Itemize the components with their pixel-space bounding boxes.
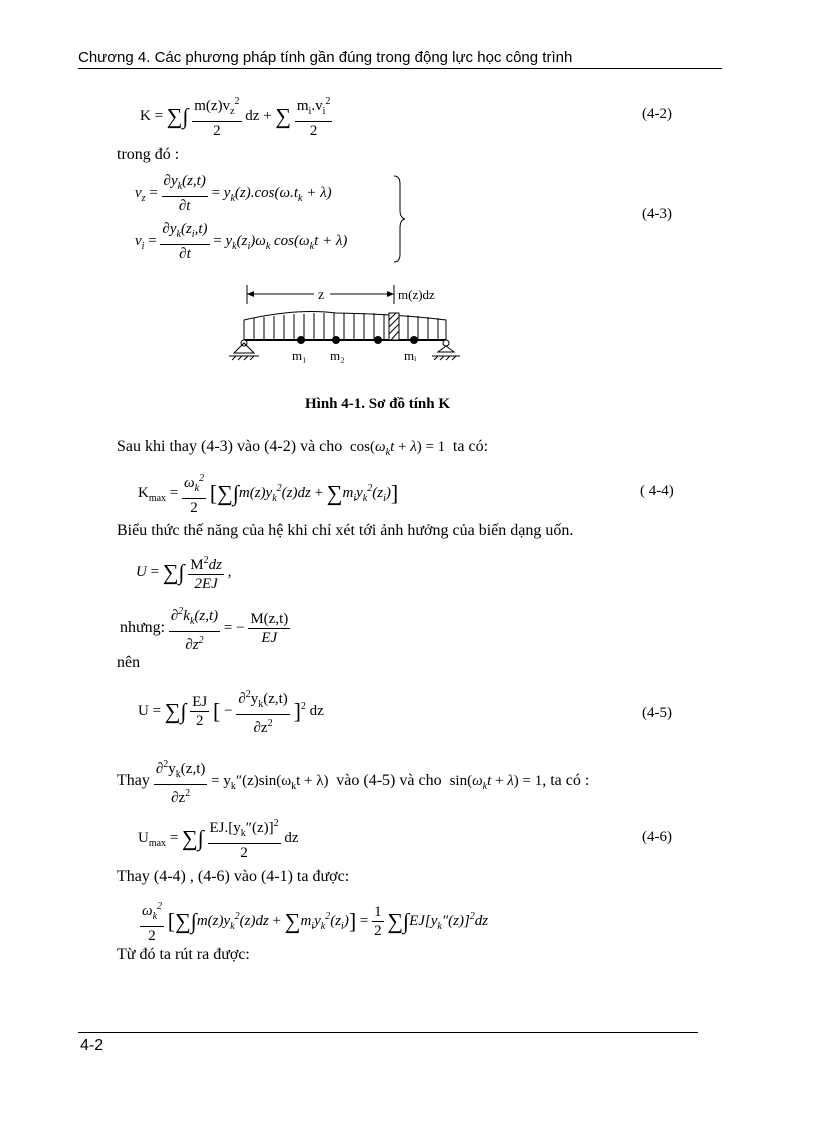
mass-label-2: m₂: [330, 348, 345, 363]
equation-4-3-vi: $v_i$ = $\frac{\partial y_k(z_i,t)}{\partial t}$ = $y_k(z_i)\omega_k$ $\cos(\omega_kt + \lambda)$: [135, 221, 348, 262]
equation-number-4-4: ( 4-4): [640, 483, 674, 499]
paragraph-bieu-thuc: Biểu thức thế năng của hệ khi chỉ xét tới ảnh hưởng của biến dạng uốn.: [117, 522, 574, 539]
dimension-z-label: z: [318, 288, 325, 303]
mass-label-1: m₁: [292, 348, 307, 363]
beam-diagram: [226, 280, 466, 372]
equation-number-4-3: (4-3): [642, 206, 672, 222]
equation-4-4: $K_{max}$ = $\frac{\omega_k^2}{2}$ $[\sum\int m(z)y_k^2(z)dz + \sum m_iy_k^2(z_i)]$: [138, 470, 398, 517]
nen-text: nên: [117, 654, 141, 671]
figure-caption: Hình 4-1. Sơ đồ tính K: [305, 396, 451, 412]
equation-number-4-2: (4-2): [642, 106, 672, 122]
equation-4-6: $U_{max}$ = ∑∫ $\frac{EJ.[y_k''(z)]^2}{2}$ dz: [138, 815, 299, 862]
equation-number-4-6: (4-6): [642, 829, 672, 845]
equation-potential-energy: U = ∑∫ $\frac{M^2dz}{2EJ}$ ,: [136, 552, 231, 593]
paragraph-thay: Thay $\frac{\partial^2y_k(z,t)}{\partial z^2}$ = $y_k''(z)\sin(\omega_kt + \lambda)$ vào (4-5) và cho $\sin(\omega_kt + \lambda) = 1$, ta có :: [117, 756, 589, 807]
paragraph-tu-do: Từ đó ta rút ra được:: [117, 946, 250, 963]
header-rule: [78, 68, 722, 69]
mass-point-2: [332, 336, 340, 344]
equation-4-2: K = ∑∫ $\frac{m(z)v_z^2}{2}$ dz + ∑ $\frac{m_i.v_i^2}{2}$: [140, 93, 332, 140]
page-number: 4-2: [80, 1037, 104, 1054]
equation-energy-balance: $\frac{\omega_k^2}{2}$ $[\sum\int m(z)y_k^2(z)dz + \sum m_iy_k^2(z_i)]$ = $\frac{1}{2}$ $\sum\int EJ[y_k''(z)]^2dz$: [140, 898, 488, 945]
trong-do-text: trong đó :: [117, 146, 180, 163]
footer-rule: [78, 1032, 698, 1033]
equation-curvature: nhưng: $\frac{\partial^2k_k(z,t)}{\partial z^2}$ = − $\frac{M(z,t)}{EJ}$: [120, 603, 290, 654]
mass-point-1: [297, 336, 305, 344]
mass-point-3: [374, 336, 382, 344]
mass-label-i: mᵢ: [404, 348, 417, 363]
paragraph-thay-44-46: Thay (4-4) , (4-6) vào (4-1) ta được:: [117, 868, 350, 885]
chapter-header: Chương 4. Các phương pháp tính gần đúng trong động lực học công trình: [78, 49, 573, 66]
equation-number-4-5: (4-5): [642, 705, 672, 721]
paragraph-sau-khi: Sau khi thay (4-3) vào (4-2) và cho $\cos(\omega_kt + \lambda) = 1$ ta có:: [117, 438, 489, 458]
mass-point-i: [410, 336, 418, 344]
equation-4-3-vz: $v_z$ = $\frac{\partial y_k(z,t)}{\partial t}$ = $y_k(z).\cos(\omega.t_k + \lambda)$: [135, 173, 332, 214]
right-brace: [392, 174, 406, 264]
equation-4-5: U = ∑∫ $\frac{EJ}{2}$ [ − $\frac{\partial^2y_k(z,t)}{\partial z^2}$ ]$^2$ dz: [138, 686, 324, 737]
distributed-mass-label: m(z)dz: [398, 287, 435, 302]
